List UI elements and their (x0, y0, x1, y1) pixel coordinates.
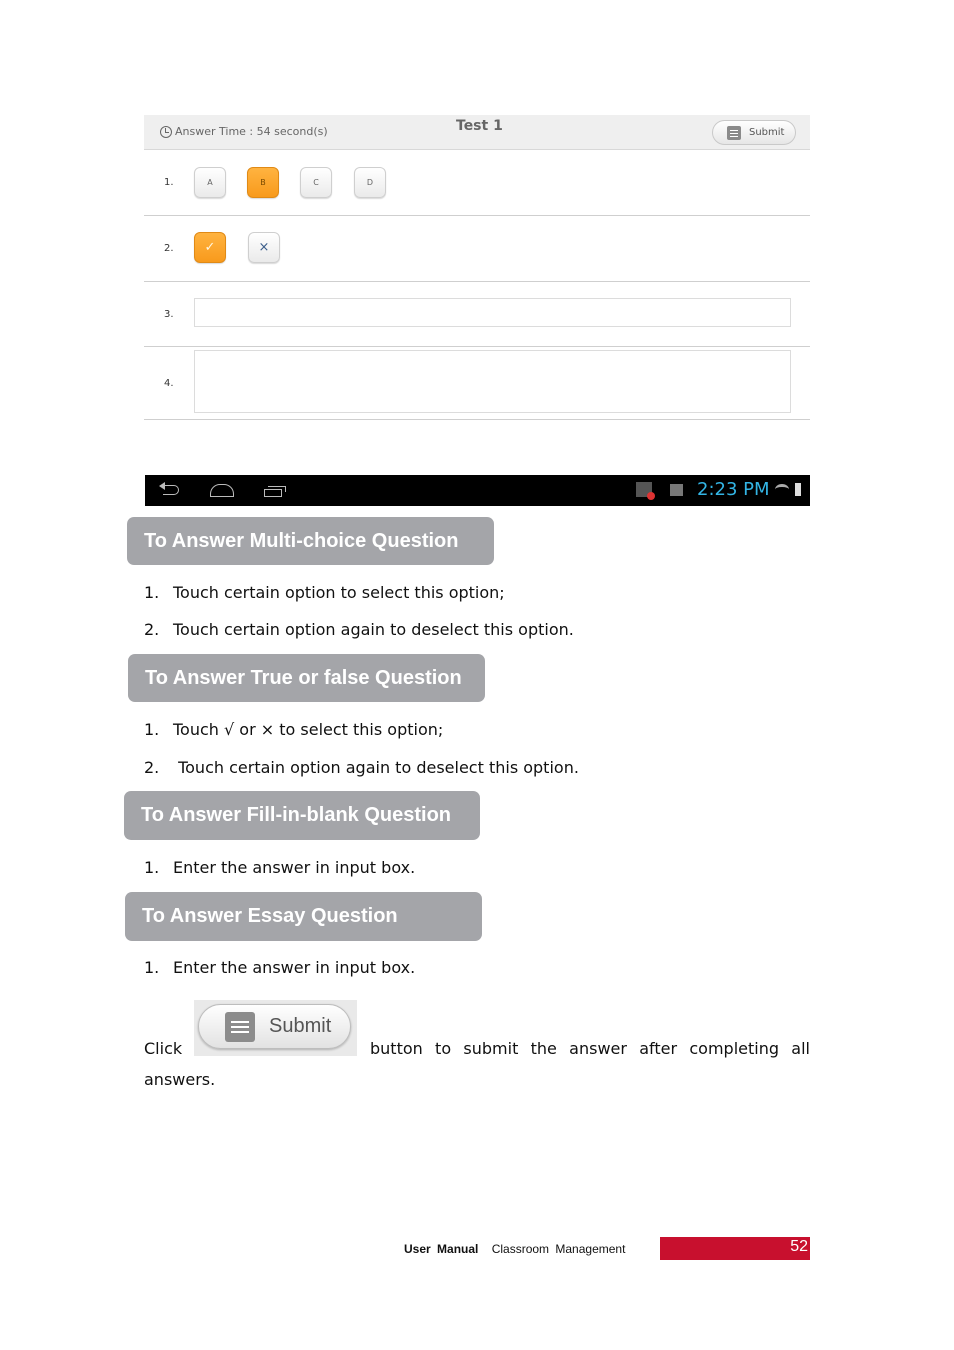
list-number: 2. (144, 758, 160, 777)
list-number: 1. (144, 958, 160, 977)
question-divider (144, 346, 810, 347)
question-divider (144, 215, 810, 216)
footer-section: Classroom Management (491, 1242, 626, 1256)
answer-time-text: Answer Time : 54 second(s) (175, 125, 328, 138)
question-divider (144, 281, 810, 282)
check-icon: ✓ (204, 240, 216, 255)
test-title: Test 1 (456, 118, 503, 134)
footer-text (404, 1242, 625, 1256)
submit-document-icon (225, 1012, 255, 1042)
option-d-label: D (366, 178, 374, 187)
list-number: 1. (144, 720, 160, 739)
list-item (144, 958, 415, 977)
option-a-label: A (207, 178, 213, 187)
screenshot-error-icon (636, 482, 652, 497)
closing-sentence: button to submit the answer after completing all (370, 1039, 810, 1058)
recent-apps-icon[interactable] (264, 486, 286, 498)
gallery-icon (670, 484, 683, 496)
option-b-label: B (260, 178, 266, 187)
submit-document-icon (727, 126, 741, 140)
clock-icon (160, 126, 172, 138)
submit-button-illustration (198, 1004, 351, 1049)
option-c-button[interactable] (300, 167, 332, 198)
true-button-selected[interactable] (194, 232, 226, 263)
status-bar-time: 2:23 PM (697, 479, 770, 500)
list-number: 1. (144, 583, 160, 602)
list-item (144, 720, 443, 739)
list-text: Enter the answer in input box. (173, 958, 416, 977)
list-number: 2. (144, 620, 160, 639)
page-number-bar (660, 1237, 810, 1260)
list-text: Touch √ or × to select this option; (173, 720, 444, 739)
submit-label: Submit (749, 127, 785, 138)
closing-click-word: Click (144, 1039, 183, 1058)
list-item (144, 583, 505, 602)
question-1-number: 1. (164, 177, 174, 188)
section-heading-multi-choice: To Answer Multi-choice Question (127, 517, 494, 565)
question-divider (144, 419, 810, 420)
battery-icon (795, 483, 801, 496)
list-item (144, 758, 579, 777)
page-number: 52 (790, 1238, 808, 1255)
cross-icon: × (258, 240, 270, 255)
wifi-icon (775, 484, 789, 495)
android-navigation-bar (145, 475, 810, 506)
section-heading-fill-in-blank: To Answer Fill-in-blank Question (124, 791, 480, 840)
question-2-number: 2. (164, 243, 174, 254)
closing-sentence-end: answers. (144, 1070, 216, 1089)
submit-illustration-label: Submit (269, 1015, 332, 1037)
list-text: Enter the answer in input box. (173, 858, 416, 877)
option-b-button-selected[interactable] (247, 167, 279, 198)
question-4-number: 4. (164, 378, 174, 389)
option-a-button[interactable] (194, 167, 226, 198)
back-icon[interactable] (159, 485, 181, 497)
section-heading-true-false: To Answer True or false Question (128, 654, 485, 702)
list-text: Touch certain option to select this option; (173, 583, 505, 602)
submit-button-image (194, 1000, 357, 1056)
false-button[interactable] (248, 232, 280, 263)
answer-timer (160, 125, 328, 138)
footer-doc-type: User Manual (404, 1242, 479, 1256)
home-icon[interactable] (210, 484, 234, 497)
option-d-button[interactable] (354, 167, 386, 198)
list-number: 1. (144, 858, 160, 877)
list-item (144, 620, 574, 639)
submit-button-small[interactable] (712, 120, 796, 145)
section-heading-essay: To Answer Essay Question (125, 892, 482, 941)
list-text: Touch certain option again to deselect this option. (173, 758, 579, 777)
fill-in-blank-input[interactable] (194, 298, 791, 327)
essay-input[interactable] (194, 350, 791, 413)
option-c-label: C (313, 178, 319, 187)
list-text: Touch certain option again to deselect this option. (173, 620, 574, 639)
list-item (144, 858, 415, 877)
question-3-number: 3. (164, 309, 174, 320)
